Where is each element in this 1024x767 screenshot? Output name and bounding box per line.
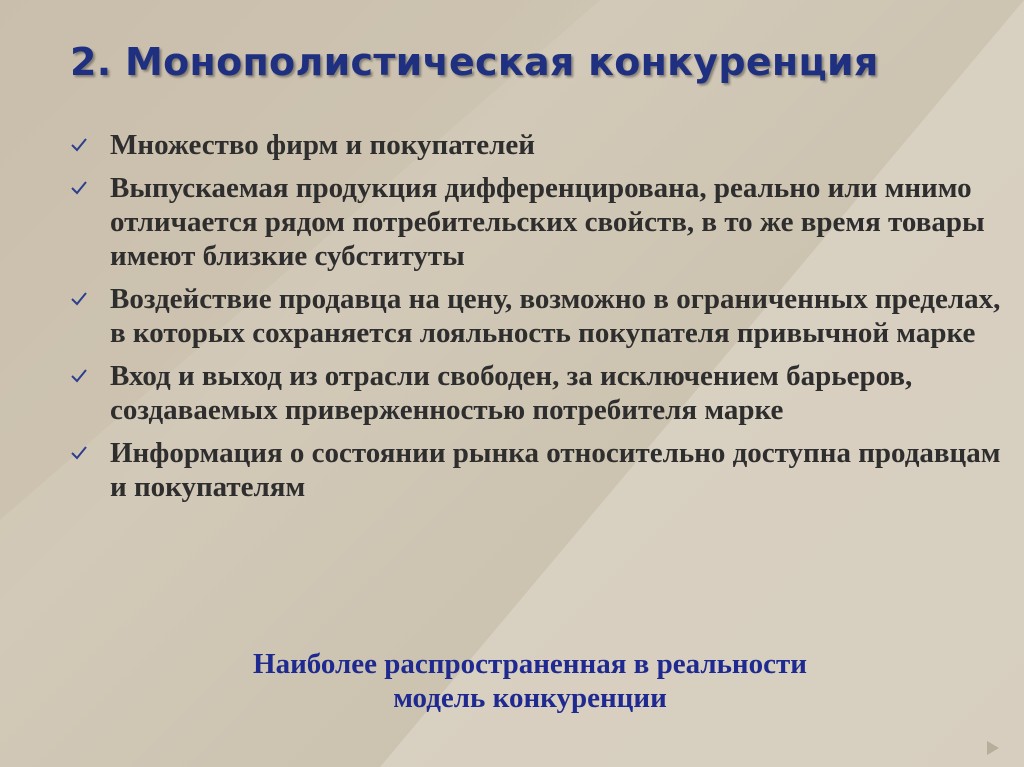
bullet-item (70, 171, 1010, 273)
bullet-list (70, 128, 1010, 513)
summary-note (190, 647, 870, 715)
checkmark-icon (70, 290, 88, 308)
checkmark-icon (70, 179, 88, 197)
bullet-text: Выпускаемая продукция дифференцирована, реально или мнимо отличается рядом потребительских свойств, в то же время товары имеют близкие субституты (110, 172, 985, 272)
checkmark-icon (70, 367, 88, 385)
bullet-item (70, 436, 1010, 504)
bullet-item (70, 128, 1010, 162)
bullet-text: Множество фирм и покупателей (110, 129, 535, 161)
bullet-item (70, 359, 1010, 427)
slide-title: 2. Монополистическая конкуренция (70, 40, 879, 84)
checkmark-icon (70, 136, 88, 154)
checkmark-icon (70, 444, 88, 462)
bullet-text: Вход и выход из отрасли свободен, за исключением барьеров, создаваемых приверженностью потребителя марке (110, 360, 913, 426)
bullet-item (70, 282, 1010, 350)
summary-line-2: модель конкуренции (393, 682, 667, 714)
bullet-text: Информация о состоянии рынка относительно доступна продавцам и покупателям (110, 437, 1001, 503)
bullet-text: Воздействие продавца на цену, возможно в ограниченных пределах, в которых сохраняется лояльность покупателя привычной марке (110, 283, 1001, 349)
summary-line-1: Наиболее распространенная в реальности (253, 648, 807, 680)
next-slide-arrow-icon[interactable] (986, 740, 1000, 756)
